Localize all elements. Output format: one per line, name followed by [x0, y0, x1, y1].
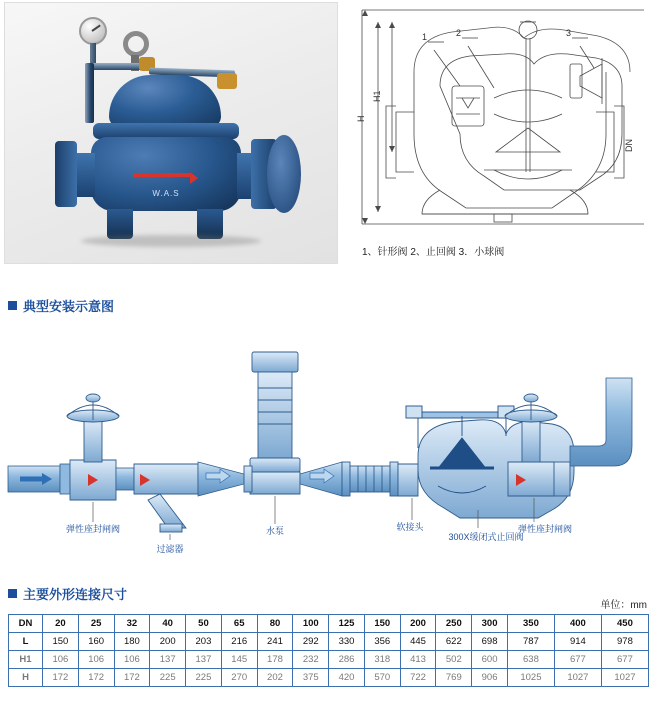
dn-cell-0: 20: [43, 615, 79, 633]
install-label-4: 300X缓闭式止回阀: [448, 532, 524, 542]
callout-3: 3: [566, 28, 572, 38]
h1-cell-13: 638: [507, 651, 554, 669]
dn-cell-11: 250: [436, 615, 472, 633]
h1-cell-6: 178: [257, 651, 293, 669]
photo-shadow: [81, 235, 261, 247]
h-cell-12: 906: [472, 669, 508, 687]
l-cell-8: 330: [329, 633, 365, 651]
h-cell-15: 1027: [601, 669, 648, 687]
h1-cell-2: 106: [114, 651, 150, 669]
l-cell-11: 622: [436, 633, 472, 651]
row-header-h: H: [9, 669, 43, 687]
section-title-dimensions: 主要外形连接尺寸: [23, 587, 128, 602]
valve-body-label: W.A.S: [152, 189, 180, 198]
section-header-dimensions: [8, 584, 127, 603]
h1-cell-4: 137: [186, 651, 222, 669]
dn-cell-5: 65: [221, 615, 257, 633]
h1-cell-8: 286: [329, 651, 365, 669]
table-row-h1: [9, 651, 649, 669]
h-cell-5: 270: [221, 669, 257, 687]
h1-cell-5: 145: [221, 651, 257, 669]
lifting-ring-icon: [123, 31, 149, 57]
callout-2: 2: [456, 28, 462, 38]
dim-label-H1: H1: [372, 90, 382, 102]
h-cell-13: 1025: [507, 669, 554, 687]
dn-cell-2: 32: [114, 615, 150, 633]
install-label-1: 过滤器: [156, 544, 184, 554]
dn-cell-6: 80: [257, 615, 293, 633]
install-label-3: 软接头: [396, 522, 424, 532]
dn-cell-13: 350: [507, 615, 554, 633]
dimension-table-body: [9, 615, 649, 687]
installation-diagram-svg: [0, 316, 657, 572]
h-cell-14: 1027: [554, 669, 601, 687]
technical-drawing-svg: [344, 2, 654, 247]
square-bullet-icon: [8, 301, 17, 310]
dn-cell-15: 450: [601, 615, 648, 633]
h1-cell-7: 232: [293, 651, 329, 669]
l-cell-5: 216: [221, 633, 257, 651]
outlet-blind-disc: [267, 135, 301, 213]
h1-cell-10: 413: [400, 651, 436, 669]
table-row-h: [9, 669, 649, 687]
l-cell-0: 150: [43, 633, 79, 651]
h1-cell-0: 106: [43, 651, 79, 669]
h-cell-2: 172: [114, 669, 150, 687]
l-cell-2: 180: [114, 633, 150, 651]
l-cell-15: 978: [601, 633, 648, 651]
dn-cell-12: 300: [472, 615, 508, 633]
h-cell-9: 570: [364, 669, 400, 687]
dimension-table: [8, 614, 649, 687]
control-tube-left: [85, 63, 94, 123]
h-cell-11: 769: [436, 669, 472, 687]
h-cell-3: 225: [150, 669, 186, 687]
l-cell-9: 356: [364, 633, 400, 651]
h1-cell-12: 600: [472, 651, 508, 669]
dn-cell-10: 200: [400, 615, 436, 633]
dim-label-H: H: [356, 115, 366, 122]
unit-label: 单位：mm: [600, 600, 647, 611]
section-header-installation: [8, 296, 114, 315]
h-cell-10: 722: [400, 669, 436, 687]
installation-diagram: [0, 316, 657, 572]
top-illustration-row: [0, 0, 657, 268]
technical-drawing: [344, 2, 654, 264]
valve-foot-left: [107, 209, 133, 239]
valve-photo: [4, 2, 338, 264]
h1-cell-14: 677: [554, 651, 601, 669]
ball-valve-fitting: [217, 73, 237, 89]
h-cell-6: 202: [257, 669, 293, 687]
dn-cell-14: 400: [554, 615, 601, 633]
l-cell-10: 445: [400, 633, 436, 651]
inlet-neck: [75, 153, 95, 197]
dn-cell-1: 25: [78, 615, 114, 633]
dn-cell-4: 50: [186, 615, 222, 633]
control-tube-top: [85, 63, 145, 70]
dn-cell-9: 150: [364, 615, 400, 633]
l-cell-7: 292: [293, 633, 329, 651]
h1-cell-15: 677: [601, 651, 648, 669]
dn-cell-3: 40: [150, 615, 186, 633]
l-cell-1: 160: [78, 633, 114, 651]
valve-assembly-graphic: [21, 11, 321, 259]
install-label-2: 水泵: [265, 526, 285, 536]
l-cell-4: 203: [186, 633, 222, 651]
install-label-0: 弹性座封闸阀: [65, 524, 121, 534]
h-cell-0: 172: [43, 669, 79, 687]
h1-cell-11: 502: [436, 651, 472, 669]
h-cell-8: 420: [329, 669, 365, 687]
l-cell-13: 787: [507, 633, 554, 651]
dn-cell-8: 125: [329, 615, 365, 633]
l-cell-14: 914: [554, 633, 601, 651]
l-cell-3: 200: [150, 633, 186, 651]
l-cell-12: 698: [472, 633, 508, 651]
h-cell-4: 225: [186, 669, 222, 687]
l-cell-6: 241: [257, 633, 293, 651]
h-cell-1: 172: [78, 669, 114, 687]
drawing-caption: 1、针形阀 2、止回阀 3．小球阀: [362, 247, 505, 258]
row-header-h1: H1: [9, 651, 43, 669]
pressure-gauge-icon: [79, 17, 107, 45]
h-cell-7: 375: [293, 669, 329, 687]
h1-cell-3: 137: [150, 651, 186, 669]
dim-label-DN: DN: [624, 139, 634, 152]
valve-bonnet: [109, 75, 221, 127]
table-row-dn: [9, 615, 649, 633]
table-row-l: [9, 633, 649, 651]
inlet-flange: [55, 141, 77, 207]
flow-direction-arrow: [133, 173, 191, 177]
row-header-dn: DN: [9, 615, 43, 633]
h1-cell-9: 318: [364, 651, 400, 669]
square-bullet-icon-2: [8, 589, 17, 598]
gauge-stem: [90, 43, 96, 65]
dn-cell-7: 100: [293, 615, 329, 633]
section-title-installation: 典型安装示意图: [23, 299, 115, 314]
install-label-5: 弹性座封闸阀: [517, 524, 573, 534]
callout-1: 1: [422, 32, 428, 42]
row-header-l: L: [9, 633, 43, 651]
h1-cell-1: 106: [78, 651, 114, 669]
